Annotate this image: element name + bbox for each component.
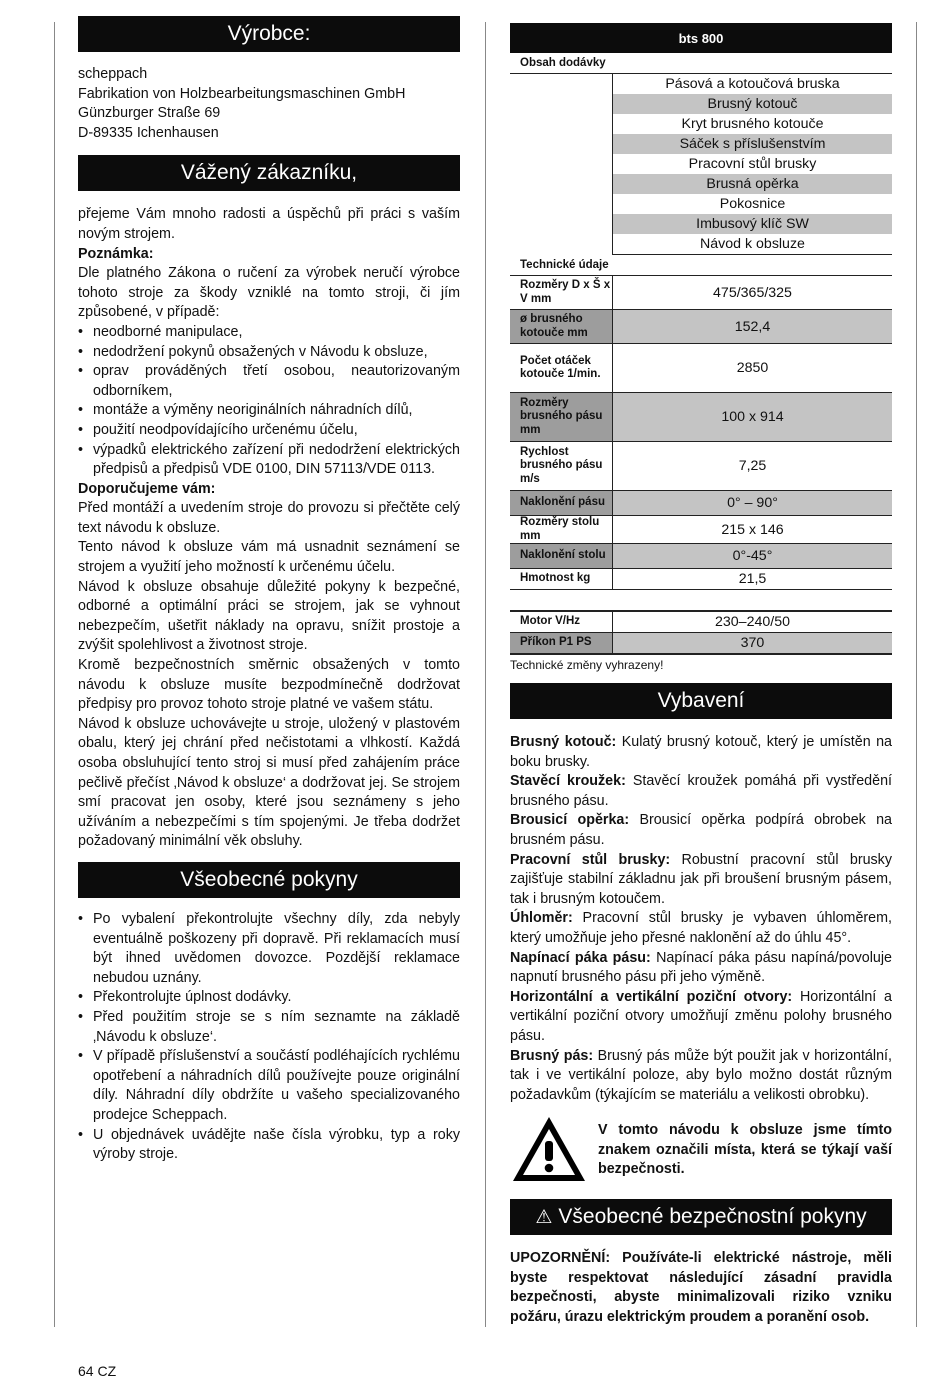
list-item: • Před použitím stroje se s ním seznamte na základě ‚Návodu k obsluze‘.	[78, 1008, 460, 1047]
list-item: • Překontrolujte úplnost dodávky.	[78, 988, 460, 1008]
table-note: Technické změny vyhrazeny!	[510, 658, 664, 672]
spec-label: Motor V/Hz	[510, 611, 613, 633]
address-line: scheppach	[78, 66, 148, 82]
delivery-item: Brusná opěrka	[613, 174, 893, 194]
spec-label: Naklonění stolu	[510, 544, 613, 569]
warning-icon: ⚠	[535, 1207, 553, 1229]
list-item: • oprav prováděných třetí osobou, neautorizovaným odborníkem,	[78, 362, 460, 401]
manufacturer-address	[78, 65, 460, 143]
note-heading: Poznámka:	[78, 245, 154, 262]
spec-label: Rozměry D x Š x V mm	[510, 276, 613, 310]
spec-value: 152,4	[613, 310, 893, 344]
spec-value: 230–240/50	[613, 611, 893, 633]
page-number: 64 CZ	[78, 1363, 117, 1379]
delivery-item: Návod k obsluze	[613, 234, 893, 255]
equipment-section	[510, 733, 892, 1105]
list-item: • montáže a výměny neoriginálních náhradních dílů,	[78, 401, 460, 421]
equipment-item: Brusný pás: Brusný pás může být použit jak v horizontální, tak i ve vertikální poloze, aby bylo možno dostát různým požadavkům (týkajícím se materiálu a velikosti obrobku).	[510, 1047, 892, 1103]
general-section	[78, 910, 460, 1165]
equipment-item: Pracovní stůl brusky: Robustní pracovní stůl brusky zajišťuje stabilní základnu jak při broušení brusným pásem, tak i brusným kotoučem.	[510, 851, 892, 907]
paragraph: Návod k obsluze obsahuje důležité pokyny k bezpečné, odborné a optimální práci se strojem, jak se vyhnout nebezpečím, ušetřit náklady na opravu, snížit prostoje a zvýšit spolehlivost a životnost stroje.	[78, 578, 460, 654]
safety-intro: UPOZORNĚNÍ: Používáte-li elektrické nástroje, měli byste respektovat následující zásadní pravidla bezpečnosti, abyste minimalizovali riziko vzniku požáru, úrazu elektrickým proudem a poranění osob.	[510, 1250, 892, 1326]
spec-value: 2850	[613, 344, 893, 393]
spec-label: Hmotnost kg	[510, 569, 613, 590]
general-list	[78, 910, 460, 1165]
list-item: • Po vybalení překontrolujte všechny díly, zda nebyly eventuálně poškozeny při dopravě. Při reklamacích musí být ihned uvědomen dovozce. Pozdější reklamace nebudou uznány.	[78, 910, 460, 988]
delivery-item: Pokosnice	[719, 196, 786, 212]
recommend-heading: Doporučujeme vám:	[78, 480, 216, 497]
model-name: bts 800	[510, 23, 892, 53]
spec-value: 7,25	[613, 442, 893, 491]
spec-value: 370	[613, 633, 893, 655]
list-item: • neodborné manipulace,	[78, 323, 460, 343]
note-paragraph: Dle platného Zákona o ručení za výrobek neručí výrobce tohoto stroje za škody vzniklé na tomto stroji, či jím způsobené, v případě:	[78, 265, 460, 321]
customer-heading: Vážený zákazníku,	[78, 155, 460, 191]
list-item: • výpadků elektrického zařízení při nedodržení elektrických předpisů a předpisů VDE 0100, DIN 57113/VDE 0113.	[78, 441, 460, 480]
list-item: • U objednávek uvádějte naše čísla výrobku, typ a roky výroby stroje.	[78, 1126, 460, 1165]
spec-label: Rychlost brusného pásu m/s	[510, 442, 613, 491]
left-column	[78, 16, 460, 1165]
equipment-item: Brusný kotouč: Kulatý brusný kotouč, který je umístěn na boku brusky.	[510, 734, 892, 770]
general-heading: Všeobecné pokyny	[78, 862, 460, 898]
spec-label: ø brusného kotouče mm	[510, 310, 613, 344]
equipment-item: Brousicí opěrka: Brousicí opěrka podpírá obrobek na brusném pásu.	[510, 812, 892, 848]
delivery-item: Sáček s příslušenstvím	[613, 134, 893, 154]
equipment-item: Stavěcí kroužek: Stavěcí kroužek pomáhá při vystředění brusného pásu.	[510, 773, 893, 809]
liability-list	[78, 323, 460, 480]
spec-label: Rozměry stolu mm	[510, 516, 613, 544]
delivery-item: Brusný kotouč	[613, 94, 893, 114]
tech-label: Technické údaje	[510, 255, 892, 276]
spec-value: 21,5	[613, 569, 893, 590]
spec-value: 0°-45°	[613, 544, 893, 569]
delivery-item: Pásová a kotoučová bruska	[665, 76, 840, 92]
spec-value: 100 x 914	[613, 393, 893, 442]
spec-label: Rozměry brusného pásu mm	[510, 393, 613, 442]
list-item: • nedodržení pokynů obsažených v Návodu k obsluze,	[78, 343, 460, 363]
equipment-item: Úhloměr: Pracovní stůl brusky je vybaven úhloměrem, který umožňuje jeho přesné naklonění až do úhlu 45°.	[510, 910, 892, 946]
right-column	[510, 23, 892, 1328]
manufacturer-heading: Výrobce:	[78, 16, 460, 52]
center-column-rule	[485, 22, 486, 1327]
customer-section	[78, 205, 460, 852]
spec-value: 475/365/325	[613, 276, 893, 310]
spec-label: Příkon P1 PS	[510, 633, 613, 655]
equipment-item: Napínací páka pásu: Napínací páka pásu napíná/povoluje napnutí brusného pásu při jeho výměně.	[510, 949, 892, 986]
address-line: D-89335 Ichenhausen	[78, 124, 219, 141]
spec-label: Počet otáček kotouče 1/min.	[510, 344, 613, 393]
paragraph: Tento návod k obsluze vám má usnadnit seznámení se strojem a využití jeho možností k určenému účelu.	[78, 539, 460, 576]
list-item: • použití neodpovídajícího určenému účelu,	[78, 421, 460, 441]
right-column-rule	[916, 22, 917, 1327]
left-column-rule	[54, 22, 55, 1327]
delivery-item: Kryt brusného kotouče	[681, 116, 824, 132]
list-item: • V případě příslušenství a součástí podléhajících rychlému opotřebení a náhradních dílů používejte pouze originální díly. Náhradní díly obdržíte u vašeho specializovaného prodejce Scheppach.	[78, 1047, 460, 1125]
spec-value: 0° – 90°	[613, 491, 893, 516]
equipment-item: Horizontální a vertikální poziční otvory: Horizontální a vertikální poziční otvory umožňují změnu polohy brusného pásu.	[510, 988, 892, 1044]
delivery-item: Imbusový klíč SW	[613, 214, 893, 234]
address-line: Günzburger Straße 69	[78, 105, 221, 122]
spec-value: 215 x 146	[613, 516, 893, 544]
paragraph: Před montáží a uvedením stroje do provozu si přečtěte celý text návodu k obsluze.	[78, 500, 460, 536]
safety-heading: ⚠ Všeobecné bezpečnostní pokyny	[510, 1199, 892, 1235]
warning-text: V tomto návodu k obsluze jsme tímto znakem označili místa, která se týkají vaší bezpečnosti.	[598, 1122, 892, 1178]
warning-triangle-icon	[510, 1113, 588, 1185]
delivery-label: Obsah dodávky	[510, 53, 892, 74]
equipment-heading: Vybavení	[510, 683, 892, 719]
delivery-label-cell	[510, 74, 613, 255]
spec-table	[510, 23, 892, 655]
spec-label: Naklonění pásu	[510, 491, 613, 516]
intro-paragraph: přejeme Vám mnoho radosti a úspěchů při práci s vaším novým strojem.	[78, 206, 460, 242]
address-line: Fabrikation von Holzbearbeitungsmaschinen GmbH	[78, 85, 406, 102]
warning-box	[510, 1113, 892, 1185]
paragraph: Návod k obsluze uchovávejte u stroje, uložený v plastovém obalu, který jej chrání před nečistotami a vlhkostí. Každá osoba obsluhující tento stroj si musí před zahájením práce pečlivě přečíst ‚Návod k obsluze‘ a dodržovat jej. Se strojem smí pracovat jen osoby, které jsou seznámeny s jeho užíváním a nebezpečími s tím spojenými. Je třeba dodržet požadovaný minimální věk obsluhy.	[78, 715, 460, 850]
table-spacer	[510, 590, 892, 612]
paragraph: Kromě bezpečnostních směrnic obsažených v tomto návodu k obsluze musíte bezpodmínečně dodržovat předpisy pro provoz tohoto stroje platné ve vašem státu.	[78, 657, 460, 713]
delivery-item: Pracovní stůl brusky	[688, 156, 817, 172]
